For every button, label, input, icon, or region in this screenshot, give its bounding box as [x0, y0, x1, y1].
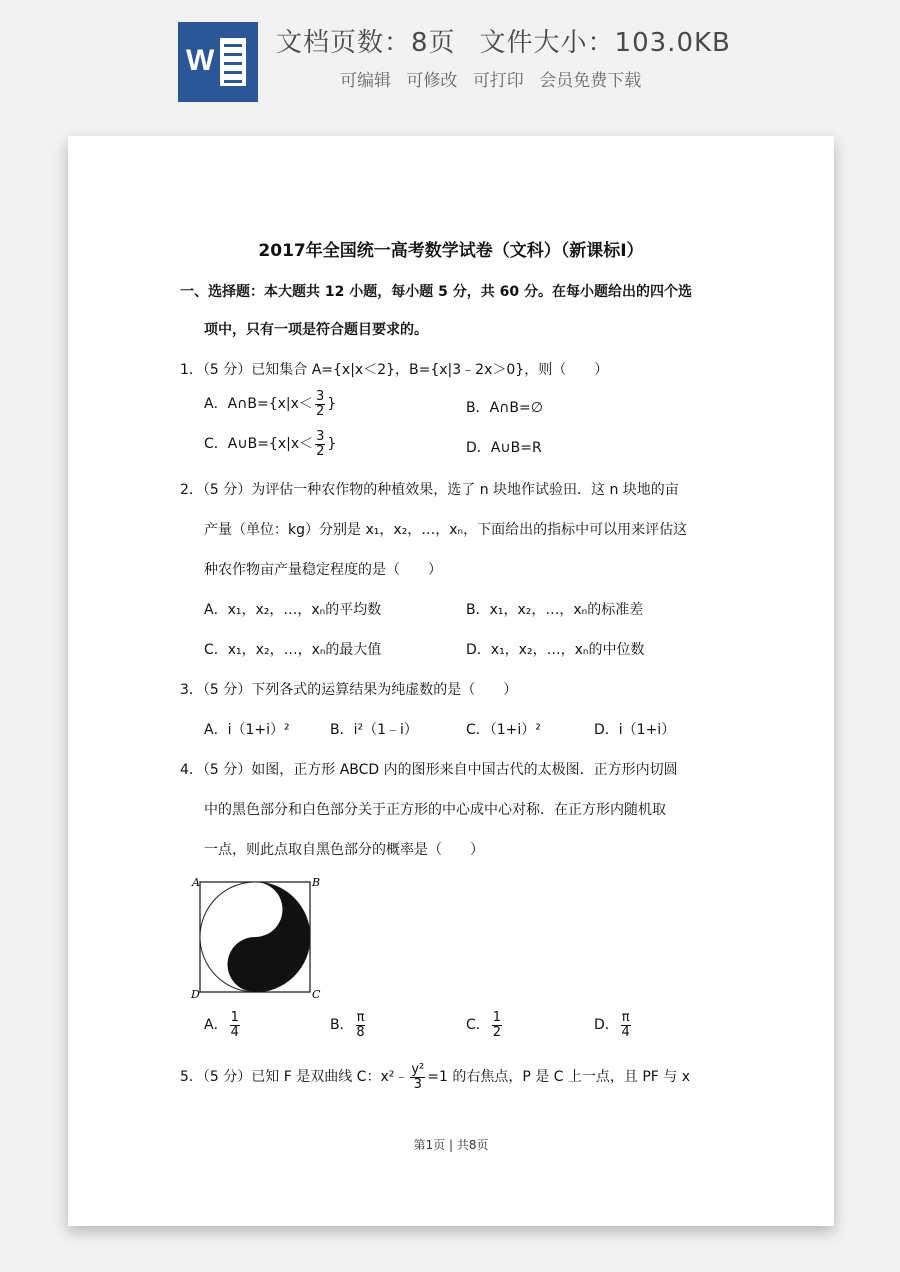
question-1-option-a: A．A∩B={x|x＜ $\frac{3}{2}$ } — [204, 389, 337, 419]
question-4-option-d: D． $\frac{\pi}{4}$ — [594, 1010, 630, 1040]
page-count: 文档页数：8页 — [276, 28, 456, 58]
banner-title — [276, 22, 755, 59]
question-4-option-a: A． $\frac{1}{4}$ — [204, 1010, 239, 1040]
vertex-label-a: A — [192, 876, 200, 889]
feature-printable: 可打印 — [472, 71, 524, 91]
vertex-label-c: C — [312, 988, 321, 1001]
question-2-option-d: D．x₁，x₂，…，xₙ的中位数 — [466, 642, 645, 658]
banner-features — [340, 66, 651, 91]
question-2-line1: 2．（5 分）为评估一种农作物的种植效果，选了 n 块地作试验田．这 n 块地的亩 — [180, 482, 679, 498]
question-3-option-a: A．i（1+i）² — [204, 722, 290, 738]
question-2-option-c: C．x₁，x₂，…，xₙ的最大值 — [204, 642, 382, 658]
vertex-label-d: D — [191, 988, 200, 1001]
taiji-figure — [191, 874, 332, 1001]
question-4-line1: 4．（5 分）如图，正方形 ABCD 内的图形来自中国古代的太极图．正方形内切圆 — [180, 762, 678, 778]
question-1-option-d: D．A∪B=R — [466, 440, 542, 456]
file-size: 文件大小：103.0KB — [479, 28, 731, 58]
feature-modifiable: 可修改 — [406, 71, 458, 91]
document-page — [68, 136, 834, 1226]
vertex-label-b: B — [312, 876, 321, 889]
question-5-line1: 5．（5 分）已知 F 是双曲线 C：x²﹣ $\frac{\text{y²}}{3}$ =1 的右焦点，P 是 C 上一点，且 PF 与 x — [180, 1062, 691, 1092]
word-icon-lines — [220, 38, 246, 86]
page-title: 2017年全国统一高考数学试卷（文科）（新课标Ⅰ） — [258, 241, 644, 261]
question-3-option-c: C．（1+i）² — [466, 722, 541, 738]
question-4-line2: 中的黑色部分和白色部分关于正方形的中心成中心对称．在正方形内随机取 — [204, 802, 666, 818]
question-4-option-b: B． $\frac{\pi}{8}$ — [330, 1010, 365, 1040]
word-document-icon — [178, 22, 258, 102]
question-4-option-c: C． $\frac{1}{2}$ — [466, 1010, 502, 1040]
question-3-stem: 3．（5 分）下列各式的运算结果为纯虚数的是（ ） — [180, 682, 518, 698]
question-1-option-c: C．A∪B={x|x＜ $\frac{3}{2}$ } — [204, 429, 337, 459]
section-header-line1: 一、选择题：本大题共 12 小题，每小题 5 分，共 60 分。在每小题给出的四个选 — [180, 284, 692, 300]
document-banner — [0, 0, 900, 120]
question-2-option-b: B．x₁，x₂，…，xₙ的标准差 — [466, 602, 644, 618]
question-2-line3: 种农作物亩产量稳定程度的是（ ） — [204, 562, 442, 578]
page-footer: 第1页 | 共8页 — [413, 1138, 489, 1152]
word-icon-letter: W — [186, 44, 215, 77]
question-1-option-b: B．A∩B=∅ — [466, 400, 543, 416]
question-2-option-a: A．x₁，x₂，…，xₙ的平均数 — [204, 602, 382, 618]
question-3-option-d: D．i（1+i） — [594, 722, 676, 738]
white-dot — [250, 905, 260, 915]
question-1-stem: 1．（5 分）已知集合 A={x|x＜2}，B={x|3﹣2x＞0}，则（ ） — [180, 362, 609, 378]
question-3-option-b: B．i²（1﹣i） — [330, 722, 418, 738]
question-4-line3: 一点，则此点取自黑色部分的概率是（ ） — [204, 842, 484, 858]
question-2-line2: 产量（单位：kg）分别是 x₁，x₂，…，xₙ，下面给出的指标中可以用来评估这 — [204, 522, 688, 538]
feature-editable: 可编辑 — [340, 71, 391, 91]
section-header-line2: 项中，只有一项是符合题目要求的。 — [204, 322, 428, 338]
black-dot — [250, 960, 260, 970]
feature-free-download: 会员免费下载 — [539, 71, 642, 91]
